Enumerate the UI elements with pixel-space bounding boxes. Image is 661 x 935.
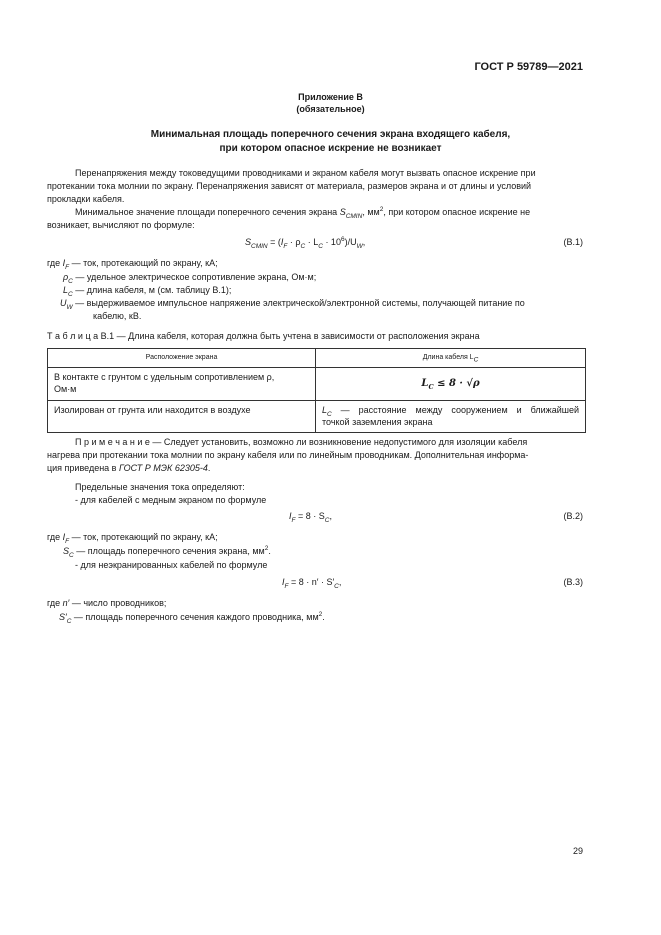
- intro-line2: протекании тока молнии по экрану. Перенапряжения зависят от материала, размеров экрана и от длины и условий: [47, 181, 532, 191]
- min-area-line1: Минимальное значение площади поперечного сечения экрана $S_{CMIN}$, $мм^2$, при котором опасное искрение не: [75, 206, 531, 220]
- table-caption: Т а б л и ц а В.1 — Длина кабеля, которая должна быть учтена в зависимости от расположения экрана: [47, 331, 480, 341]
- formula-b3: $I_F = 8 \cdot n' \cdot S'_C$,: [282, 577, 342, 590]
- appendix-heading-line2: при котором опасное искрение не возникает: [219, 143, 442, 154]
- table-row: [48, 401, 586, 433]
- definition-b3-sc: $S'_C$ — площадь поперечного сечения каждого проводника, $мм^2$.: [59, 611, 325, 625]
- page-number: 29: [572, 846, 583, 856]
- definition-b1-rho: $\rho_C$ — удельное электрическое сопротивление экрана, Ом·м;: [63, 272, 317, 285]
- table-cell-length-text: $L_C$ — расстояние между сооружением и ближайшей точкой заземления экрана: [316, 401, 586, 433]
- note-line1: П р и м е ч а н и е — Следует установить, возможно ли возникновение недопустимого для изоляции кабеля: [75, 437, 528, 447]
- table-header-row: [48, 349, 586, 368]
- appendix-heading-line1: Минимальная площадь поперечного сечения экрана входящего кабеля,: [150, 129, 511, 140]
- limits-line1: Предельные значения тока определяют:: [75, 482, 245, 492]
- formula-b1-number: (В.1): [563, 237, 583, 247]
- appendix-title: Приложение В: [298, 92, 363, 102]
- min-area-line2: возникает, вычисляют по формуле:: [47, 220, 195, 230]
- limits-line2: - для кабелей с медным экраном по формуле: [75, 495, 267, 505]
- formula-b1: $S_{CMIN} = (I_F \cdot \rho_C \cdot L_C \cdot 10^6)/U_W$,: [245, 236, 366, 250]
- definition-b1-uw: $U_W$ — выдерживаемое импульсное напряжение электрической/электронной системы, получающей питание по: [60, 298, 525, 311]
- document-standard-number: ГОСТ Р 59789—2021: [474, 61, 583, 73]
- formula-b2: $I_F = 8 \cdot S_C$,: [289, 511, 332, 524]
- note-line3: ция приведена в ГОСТ Р МЭК 62305-4.: [47, 463, 211, 473]
- definition-b2-sc: $S_C$ — площадь поперечного сечения экрана, $мм^2$.: [63, 545, 271, 559]
- definition-b1-lc: $L_C$ — длина кабеля, м (см. таблицу В.1);: [63, 285, 232, 298]
- definition-b1-uw-continuation: кабелю, кВ.: [93, 311, 142, 321]
- note-line2: нагрева при протекании тока молнии по экрану кабеля или по линейным проводникам. Дополнительная информа-: [47, 450, 529, 460]
- table-header-length: Длина кабеля $L_C$: [316, 349, 586, 368]
- definition-b3-n: где n′ — число проводников;: [47, 598, 167, 608]
- table-b1: [47, 348, 586, 433]
- standard-reference-link: ГОСТ Р МЭК 62305-4: [118, 463, 208, 473]
- intro-line1: Перенапряжения между токоведущими проводниками и экраном кабеля могут вызвать опасное искрение при: [75, 168, 536, 178]
- table-cell-length-formula: $L_C \le 8 \cdot √\rho$: [316, 368, 586, 401]
- intro-line3: прокладки кабеля.: [47, 194, 125, 204]
- definition-b2-if: где $I_F$ — ток, протекающий по экрану, кА;: [47, 532, 218, 545]
- appendix-status: (обязательное): [296, 104, 365, 114]
- formula-b3-number: (В.3): [563, 577, 583, 587]
- formula-b2-number: (В.2): [563, 511, 583, 521]
- table-row: [48, 368, 586, 401]
- table-cell-location: В контакте с грунтом с удельным сопротивлением ρ, Ом·м: [48, 368, 316, 401]
- table-cell-location: Изолирован от грунта или находится в воздухе: [48, 401, 316, 433]
- definition-b1-if: где $I_F$ — ток, протекающий по экрану, кА;: [47, 258, 218, 271]
- unscreened-line: - для неэкранированных кабелей по формуле: [75, 560, 268, 570]
- table-header-location: Расположение экрана: [48, 349, 316, 368]
